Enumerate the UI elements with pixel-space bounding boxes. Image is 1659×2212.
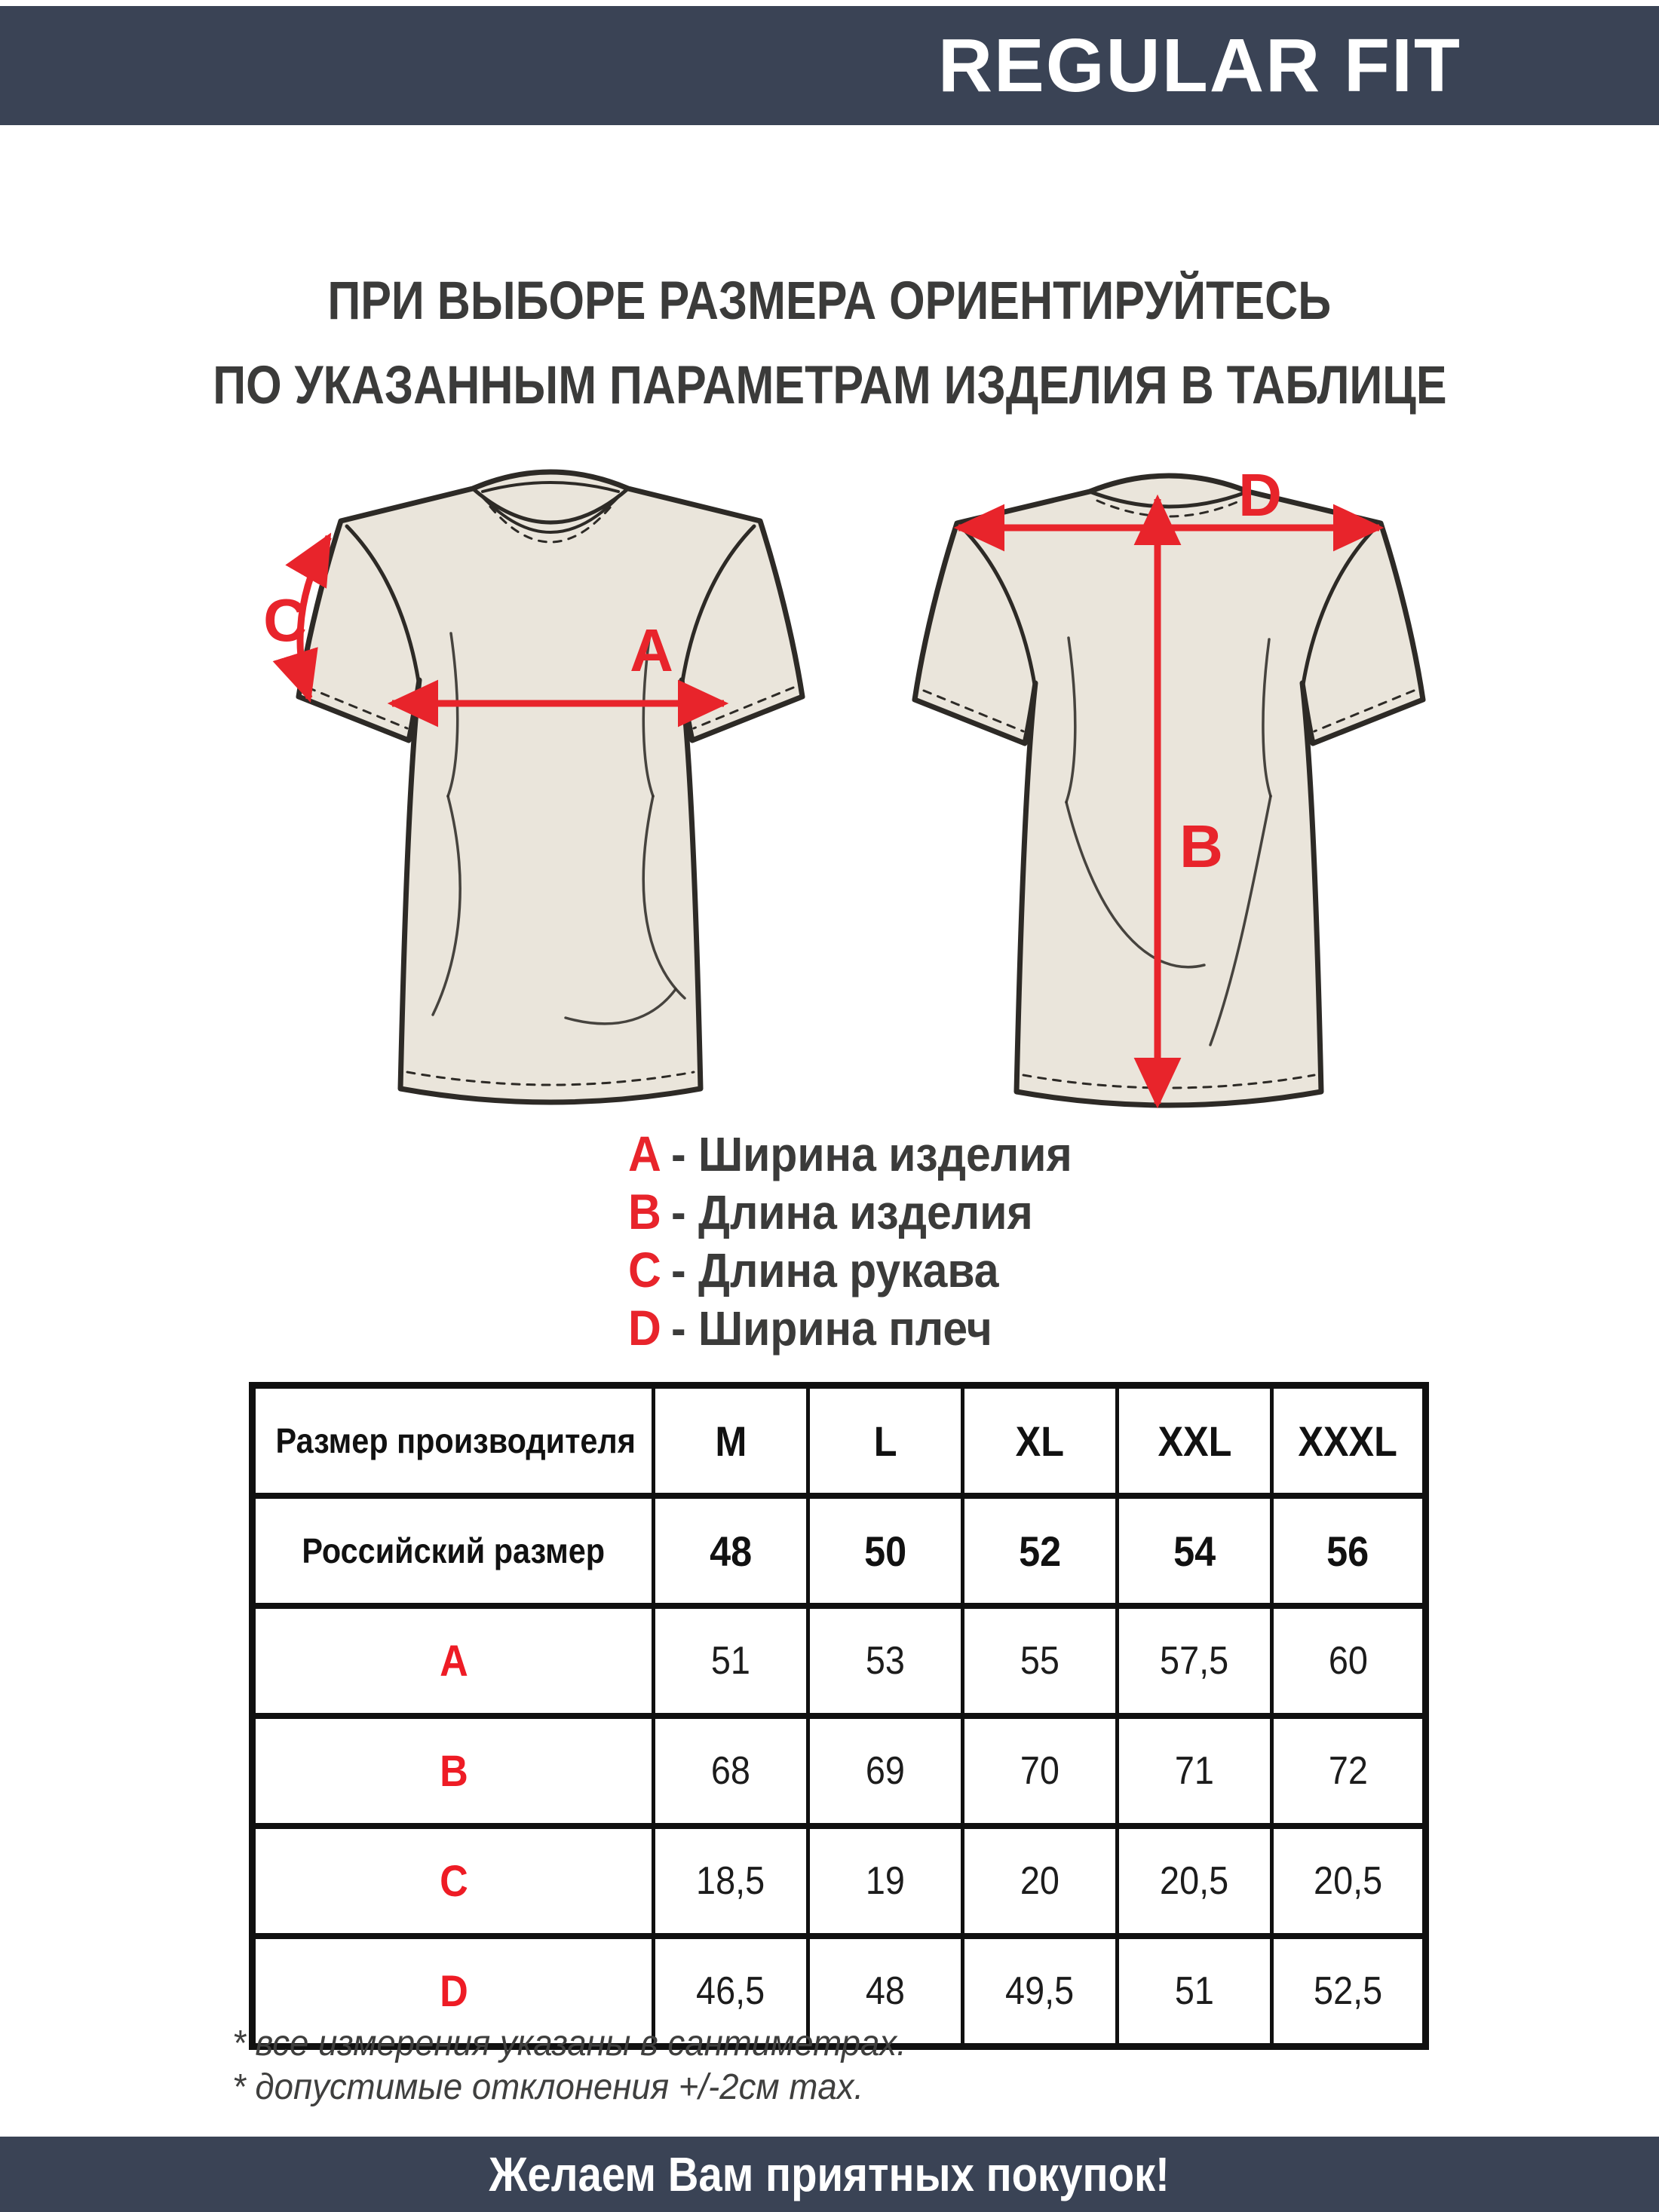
- footnote-units: * все измерения указаны в сантиметрах.: [232, 2024, 906, 2063]
- tshirt-back-body: [915, 476, 1423, 1105]
- legend-item-d: D - Ширина плеч: [628, 1300, 992, 1356]
- bottom-banner: [0, 2137, 1659, 2212]
- legend-item-a: A - Ширина изделия: [628, 1126, 1072, 1181]
- table-cell: 48: [865, 1969, 906, 2013]
- table-cell: 71: [1174, 1749, 1215, 1793]
- table-cell: 69: [865, 1749, 906, 1793]
- footnotes: [232, 2022, 942, 2109]
- table-cell: 18,5: [696, 1859, 765, 1903]
- intro-line-2: ПО УКАЗАННЫМ ПАРАМЕТРАМ ИЗДЕЛИЯ В ТАБЛИЦЕ: [212, 356, 1447, 415]
- table-cell: 54: [1173, 1527, 1216, 1575]
- row-label: B: [439, 1746, 468, 1796]
- table-row-manufacturer-size: [253, 1386, 1426, 1497]
- table-cell: L: [873, 1417, 897, 1465]
- legend-letter-c: C: [628, 1242, 661, 1297]
- row-label: A: [439, 1636, 468, 1686]
- row-label: D: [439, 1966, 468, 2016]
- table-cell: 20,5: [1160, 1859, 1229, 1903]
- measure-label-b: B: [1179, 813, 1223, 880]
- table-row-b: [253, 1716, 1426, 1826]
- table-cell: 60: [1328, 1639, 1368, 1683]
- measure-label-d: D: [1238, 461, 1282, 528]
- tshirt-front-diagram: [253, 443, 807, 1131]
- table-cell: 49,5: [1005, 1969, 1075, 2013]
- intro-line-1: ПРИ ВЫБОРЕ РАЗМЕРА ОРИЕНТИРУЙТЕСЬ: [327, 271, 1332, 331]
- measurement-legend: [628, 1125, 1111, 1357]
- measure-label-c: C: [263, 587, 307, 654]
- table-cell: 20: [1020, 1859, 1060, 1903]
- legend-item-b: B - Длина изделия: [628, 1184, 1033, 1239]
- table-cell: 51: [710, 1639, 751, 1683]
- measure-label-a: A: [630, 617, 673, 684]
- table-row-a: [253, 1606, 1426, 1716]
- row-label: Размер производителя: [275, 1421, 636, 1460]
- tshirt-front-body: [299, 472, 802, 1102]
- top-banner: [0, 6, 1659, 125]
- table-cell: 68: [710, 1749, 751, 1793]
- row-label: Российский размер: [302, 1531, 606, 1570]
- row-label: C: [439, 1856, 468, 1906]
- fit-type-title: REGULAR FIT: [937, 23, 1461, 108]
- size-table: [249, 1382, 1429, 2050]
- legend-letter-b: B: [628, 1184, 661, 1239]
- table-cell: 19: [865, 1859, 906, 1903]
- table-cell: 56: [1326, 1527, 1369, 1575]
- table-cell: 70: [1020, 1749, 1060, 1793]
- table-cell: 55: [1020, 1639, 1060, 1683]
- table-cell: 53: [865, 1639, 906, 1683]
- table-row-c: [253, 1826, 1426, 1936]
- table-cell: 57,5: [1160, 1639, 1229, 1683]
- table-cell: 52,5: [1313, 1969, 1383, 2013]
- legend-letter-d: D: [628, 1300, 661, 1356]
- table-cell: M: [715, 1417, 747, 1465]
- size-table-wrap: [249, 1382, 1429, 2050]
- legend-letter-a: A: [628, 1126, 661, 1181]
- table-cell: 51: [1174, 1969, 1215, 2013]
- table-cell: 20,5: [1313, 1859, 1383, 1903]
- footer-message: Желаем Вам приятных покупок!: [489, 2147, 1170, 2201]
- table-cell: XXXL: [1298, 1417, 1398, 1465]
- legend-item-c: C - Длина рукава: [628, 1242, 999, 1297]
- table-cell: 46,5: [696, 1969, 765, 2013]
- intro-heading: [0, 259, 1659, 428]
- tshirt-back-diagram: [909, 451, 1429, 1133]
- table-cell: 48: [709, 1527, 753, 1575]
- footnote-tolerance: * допустимые отклонения +/-2см max.: [232, 2067, 864, 2107]
- table-cell: 52: [1018, 1527, 1062, 1575]
- table-cell: 50: [863, 1527, 907, 1575]
- table-cell: 72: [1328, 1749, 1368, 1793]
- table-cell: XXL: [1157, 1417, 1232, 1465]
- table-row-russian-size: [253, 1496, 1426, 1606]
- table-cell: XL: [1015, 1417, 1065, 1465]
